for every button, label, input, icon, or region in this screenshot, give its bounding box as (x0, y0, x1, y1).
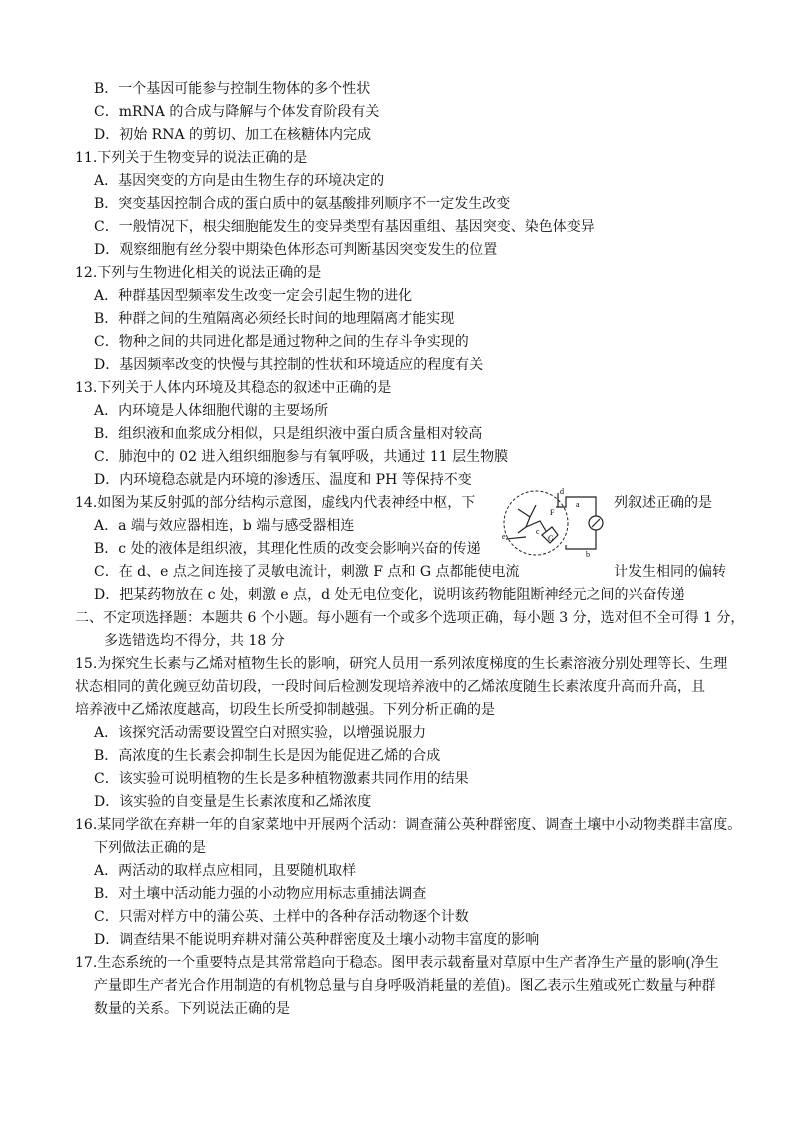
q16-option-c: C．只需对样方中的蒲公英、土样中的各种存活动物逐个计数 (94, 909, 469, 925)
q11-option-c: C．一般情况下，根尖细胞能发生的变异类型有基因重组、基因突变、染色体变异 (94, 219, 595, 235)
q14-option-a: A．a 端与效应器相连，b 端与感受器相连 (94, 518, 355, 534)
q14-option-b: B．c 处的液体是组织液，其理化性质的改变会影响兴奋的传递 (94, 541, 481, 557)
q11-option-b: B．突变基因控制合成的蛋白质中的氨基酸排列顺序不一定发生改变 (94, 196, 511, 212)
q15-option-d: D．该实验的自变量是生长素浓度和乙烯浓度 (94, 794, 372, 810)
q14-option-d: D．把某药物放在 c 处，刺激 e 点，d 处无电位变化，说明该药物能阻断神经元之间的兴奋传递 (94, 587, 685, 603)
q15-stem-1: 15.为探究生长素与乙烯对植物生长的影响，研究人员用一系列浓度梯度的生长素溶液分别处理等长、生理 (75, 656, 728, 672)
q10-option-b: B．一个基因可能参与控制生物体的多个性状 (94, 81, 371, 97)
q12-option-b: B．种群之间的生殖隔离必须经长时间的地理隔离才能实现 (94, 311, 455, 327)
neuron-1 (518, 505, 546, 533)
q10-option-d: D．初始 RNA 的剪切、加工在核糖体内完成 (94, 127, 372, 143)
q15-stem-2: 状态相同的黄化豌豆幼苗切段，一段时间后检测发现培养液中的乙烯浓度随生长素浓度升高而升高，且 (75, 679, 705, 695)
label-f: F (550, 508, 555, 517)
label-c: c (536, 527, 540, 536)
section-2-heading-cont: 多选错选均不得分，共 18 分 (104, 633, 285, 649)
q11-stem: 11.下列关于生物变异的说法正确的是 (75, 150, 308, 166)
q14-option-c-part2: 计发生相同的偏转 (614, 564, 726, 580)
reflex-arc-diagram (496, 487, 616, 559)
label-e: e (502, 532, 506, 541)
label-g: G (548, 534, 554, 543)
q17-stem-2: 产量即生产者光合作用制造的有机物总量与自身呼吸消耗量的差值)。图乙表示生殖或死亡数量与种群 (94, 978, 716, 994)
q12-stem: 12.下列与生物进化相关的说法正确的是 (75, 265, 322, 281)
label-b: b (586, 550, 590, 559)
q16-option-b: B．对土壤中活动能力强的小动物应用标志重捕法调查 (94, 886, 427, 902)
q15-option-b: B．高浓度的生长素会抑制生长是因为能促进乙烯的合成 (94, 748, 441, 764)
q13-option-a: A．内环境是人体细胞代谢的主要场所 (94, 403, 329, 419)
q13-option-c: C．肺泡中的 02 进入组织细胞参与有氧呼吸，共通过 11 层生物膜 (94, 449, 509, 465)
q16-stem-1: 16.某同学欲在弃耕一年的自家菜地中开展两个活动：调查蒲公英种群密度、调查土壤中小动物类群丰富度。 (75, 817, 742, 833)
q16-option-a: A．两活动的取样点应相同，且要随机取样 (94, 863, 357, 879)
q15-stem-3: 培养液中乙烯浓度越高，切段生长所受抑制越强。下列分析正确的是 (75, 702, 495, 718)
q14-stem-part1: 14.如图为某反射弧的部分结构示意图，虚线内代表神经中枢，下 (75, 495, 476, 511)
q14-stem-part2: 列叙述正确的是 (614, 495, 712, 511)
q10-option-c: C．mRNA 的合成与降解与个体发育阶段有关 (94, 104, 380, 120)
q12-option-d: D．基因频率改变的快慢与其控制的性状和环境适应的程度有关 (94, 357, 484, 373)
q16-option-d: D．调查结果不能说明弃耕对蒲公英种群密度及土壤小动物丰富度的影响 (94, 932, 540, 948)
q12-option-c: C．物种之间的共同进化都是通过物种之间的生存斗争实现的 (94, 334, 469, 350)
q15-option-a: A．该探究活动需要设置空白对照实验，以增强说服力 (94, 725, 427, 741)
section-2-heading: 二、不定项选择题：本题共 6 个小题。每小题有一个或多个选项正确，每小题 3 分，选对但不全可得 1 分， (75, 610, 745, 626)
q17-stem-3: 数量的关系。下列说法正确的是 (94, 1001, 290, 1017)
q12-option-a: A．种群基因型频率发生改变一定会引起生物的进化 (94, 288, 413, 304)
q13-option-d: D．内环境稳态就是内环境的渗透压、温度和 PH 等保持不变 (94, 472, 472, 488)
q13-option-b: B．组织液和血浆成分相似，只是组织液中蛋白质含量相对较高 (94, 426, 483, 442)
q16-stem-2: 下列做法正确的是 (94, 840, 206, 856)
q11-option-a: A．基因突变的方向是由生物生存的环境决定的 (94, 173, 385, 189)
label-d: d (560, 487, 564, 496)
q15-option-c: C．该实验可说明植物的生长是多种植物激素共同作用的结果 (94, 771, 469, 787)
q11-option-d: D．观察细胞有丝分裂中期染色体形态可判断基因突变发生的位置 (94, 242, 498, 258)
q13-stem: 13.下列关于人体内环境及其稳态的叙述中正确的是 (75, 380, 392, 396)
label-a: a (576, 500, 580, 509)
q14-option-c-part1: C．在 d、e 点之间连接了灵敏电流计，刺激 F 点和 G 点都能使电流 (94, 564, 520, 580)
q17-stem-1: 17.生态系统的一个重要特点是其常常趋向于稳态。图甲表示载畜量对草原中生产者净生产量的影响(净生 (75, 955, 719, 971)
